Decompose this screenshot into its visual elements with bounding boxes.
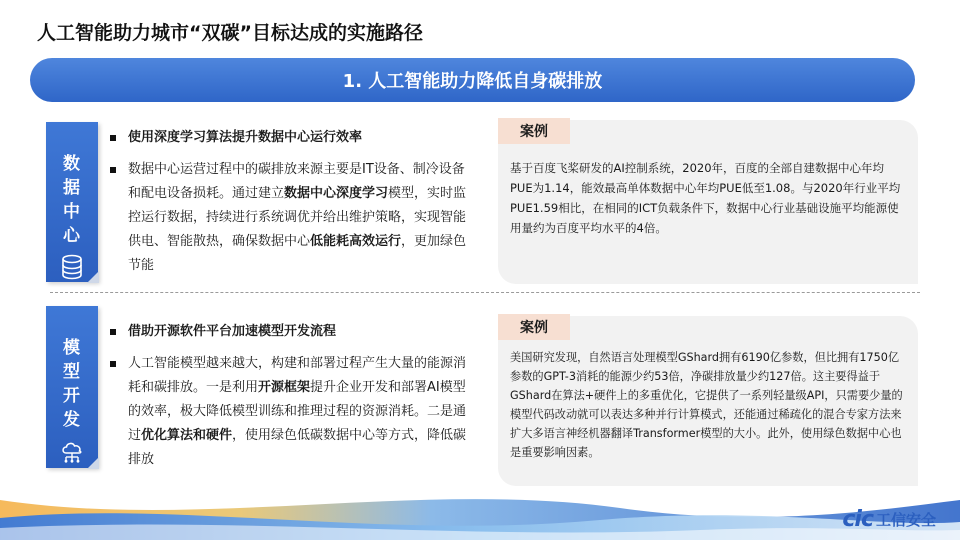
footer-wave-decoration — [0, 470, 960, 540]
case-box-model-dev — [498, 316, 918, 486]
case-text: 基于百度飞桨研发的AI控制系统，2020年，百度的全部自建数据中心年均PUE为1.14，能效最高单体数据中心年均PUE低至1.08。与2020年行业平均PUE1.59相比，在相同的ICT负载条件下，数据中心行业基础设施平均能源使用量约为百度平均水平的4倍。 — [510, 161, 901, 235]
body-text: 人工智能模型越来越大，构建和部署过程产生大量的能源消耗和碳排放。一是利用 — [128, 356, 467, 395]
logo — [842, 507, 936, 532]
body-highlight: 低能耗高效运行 — [310, 234, 402, 249]
body-text: 提升企业开发和部署AI模型的效率，极大降低模型训练和推理过程的资源消耗。二是通过 — [128, 380, 467, 443]
tab-char: 模 — [63, 338, 81, 358]
database-icon — [59, 254, 85, 280]
tab-char: 数 — [63, 154, 81, 174]
body-highlight: 数据中心深度学习 — [284, 186, 389, 201]
tab-data-center — [46, 122, 98, 282]
section-banner-text: 1. 人工智能助力降低自身碳排放 — [342, 71, 603, 92]
tab-data-center-label — [46, 152, 98, 248]
body-highlight: 开源框架 — [258, 380, 311, 395]
data-center-bullet-head: 使用深度学习算法提升数据中心运行效率 — [110, 126, 472, 150]
section-banner — [30, 58, 915, 102]
case-tag: 案例 — [498, 314, 570, 340]
tab-model-dev — [46, 306, 98, 468]
case-tag: 案例 — [498, 118, 570, 144]
body-text: ，更加绿色节能 — [128, 234, 467, 273]
case-box-data-center — [498, 120, 918, 284]
logo-text: 工信安全 — [875, 511, 936, 529]
body-text: 数据中心运营过程中的碳排放来源主要是IT设备、制冷设备和配电设备损耗。通过建立 — [128, 162, 465, 201]
body-text: ，使用绿色低碳数据中心等方式，降低碳排放 — [128, 428, 467, 467]
page-title: 人工智能助力城市“双碳”目标达成的实施路径 — [37, 22, 423, 44]
tab-char: 发 — [63, 410, 81, 430]
case-text: 美国研究发现，自然语言处理模型GShard拥有6190亿参数，但比拥有1750亿参数的GPT-3消耗的能源少约53倍，净碳排放量少约127倍。这主要得益于GShard在算法+硬件上的多重优化，它提供了一系列轻量级API，只需要少量的模型代码改动就可以表达多种并行计算模式，还能通过稀疏化的混合专家方法来扩大多语言神经机器翻译Transformer模型的大小。此外，使用绿色数据中心也是重要影响因素。 — [510, 351, 903, 459]
tab-char: 中 — [63, 202, 81, 222]
tab-char: 据 — [63, 178, 81, 198]
tab-model-dev-label — [46, 336, 98, 432]
data-center-bullets — [110, 126, 472, 284]
model-dev-bullet-head: 借助开源软件平台加速模型开发流程 — [110, 320, 472, 344]
body-highlight: 优化算法和硬件 — [141, 428, 233, 443]
cloud-network-icon — [59, 438, 85, 464]
tab-char: 心 — [63, 226, 81, 246]
section-divider — [50, 292, 920, 293]
body-text: 模型，实时监控运行数据，持续进行系统调优并给出维护策略，实现智能供电、智能散热，确保数据中心 — [128, 186, 467, 249]
model-dev-bullets — [110, 320, 472, 478]
tab-char: 型 — [63, 362, 81, 382]
tab-char: 开 — [63, 386, 81, 406]
data-center-bullet-body — [110, 158, 472, 278]
logo-mark: cic — [842, 507, 873, 532]
model-dev-bullet-body — [110, 352, 472, 472]
